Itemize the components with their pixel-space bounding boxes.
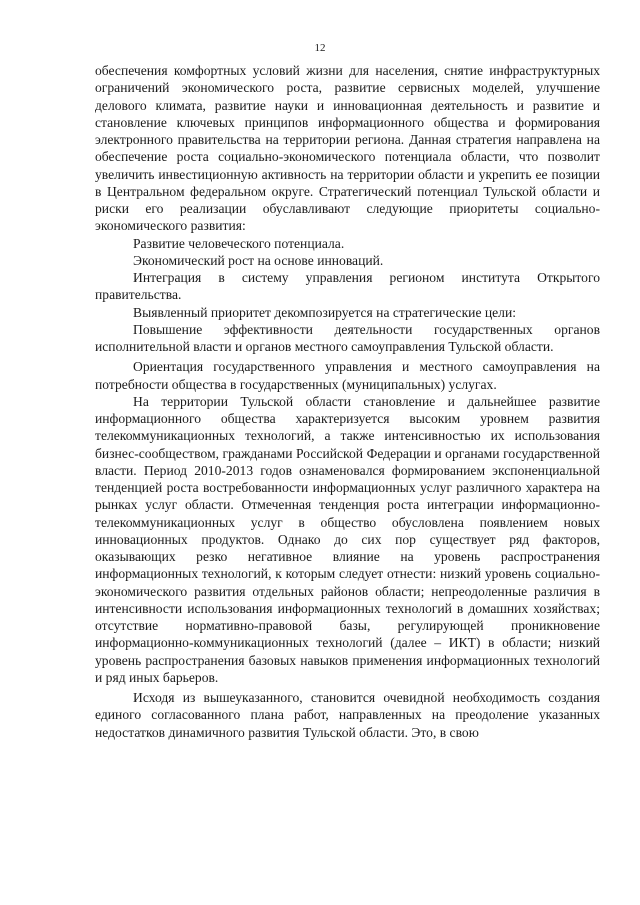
paragraph-intro: обеспечения комфортных условий жизни для населения, снятие инфраструктурных ограничений экономического роста, развитие сервисных моделей, улучшение делового климата, развитие науки и инновационная деятельность и развитие и становление ключевых принципов информационного общества и формирования электронного правительства на территории региона. Данная стратегия направлена на обеспечение роста социально-экономического потенциала области, что позволит увеличить инвестиционную активность на территории области и укрепить ее позиции в Центральном федеральном округе. Стратегический потенциал Тульской области и риски его реализации обуславливают следующие приоритеты социально-экономического развития: [95,63,600,234]
priority-item-1: Развитие человеческого потенциала. [133,235,345,251]
priority-item-3: Интеграция в систему управления регионом института Открытого правительства. [95,270,600,303]
document-body [95,62,600,741]
paragraph-information-society: На территории Тульской области становление и дальнейшее развитие информационного общества характеризуется высоким уровнем развития телекоммуникационных технологий, а также интенсивностью их использования бизнес-сообществом, гражданами Российской Федерации и органами государственной власти. Период 2010-2013 годов ознаменовался формированием экспоненциальной тенденцией роста востребованности информационных услуг различного характера на рынках услуг области. Отмеченная тенденция роста интеграции информационно-телекоммуникационных услуг в общество обусловлена появлением новых инновационных продуктов. Однако до сих пор существует ряд факторов, оказывающих резко негативное влияние на уровень распространения информационных технологий, к которым следует отнести: низкий уровень социально-экономического развития отдельных районов области; непреодоленные различия в интенсивности использования информационных технологий в домашних хозяйствах; отсутствие нормативно-правовой базы, регулирующей проникновение информационно-коммуникационных технологий (далее – ИКТ) в области; низкий уровень распространения базовых навыков применения информационных технологий и ряд иных барьеров. [95,393,600,685]
page-number: 12 [314,42,326,54]
paragraph-goals-intro: Выявленный приоритет декомпозируется на стратегические цели: [133,304,517,320]
goal-item-1: Повышение эффективности деятельности государственных органов исполнительной власти и органов местного самоуправления Тульской области. [95,321,600,354]
priority-item-2: Экономический рост на основе инноваций. [133,252,384,268]
paragraph-conclusion: Исходя из вышеуказанного, становится очевидной необходимость создания единого согласованного плана работ, направленных на преодоление указанных недостатков динамичного развития Тульской области. Это, в свою [95,690,600,740]
goal-item-2: Ориентация государственного управления и местного самоуправления на потребности общества в государственных (муниципальных) услугах. [95,359,600,392]
